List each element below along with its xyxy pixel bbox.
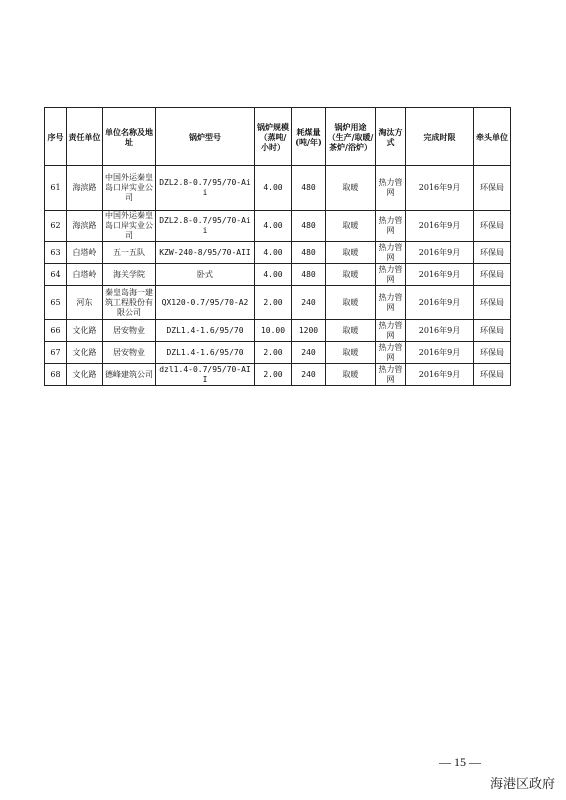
table-row (45, 242, 511, 264)
cell-responsible-unit: 河东 (67, 286, 103, 320)
cell-lead-unit: 环保局 (474, 364, 511, 386)
cell-boiler-capacity: 4.00 (255, 264, 292, 286)
cell-coal-consumption: 480 (292, 242, 326, 264)
cell-boiler-model: DZL2.8-0.7/95/70-Aii (156, 211, 255, 242)
header-boiler-use: 锅炉用途（生产/取暖/茶炉/浴炉） (326, 108, 376, 166)
cell-unit-name: 德峰建筑公司 (103, 364, 156, 386)
source-watermark: 海港区政府 (490, 777, 556, 792)
cell-unit-name: 五一五队 (103, 242, 156, 264)
cell-index: 68 (45, 364, 67, 386)
header-boiler-model: 锅炉型号 (156, 108, 255, 166)
cell-boiler-use: 取暖 (326, 342, 376, 364)
cell-boiler-model: QX120-0.7/95/70-A2 (156, 286, 255, 320)
table-row (45, 264, 511, 286)
table-row (45, 364, 511, 386)
cell-lead-unit: 环保局 (474, 166, 511, 211)
cell-index: 67 (45, 342, 67, 364)
cell-deadline: 2016年9月 (406, 286, 474, 320)
table-row (45, 342, 511, 364)
cell-boiler-capacity: 4.00 (255, 211, 292, 242)
cell-boiler-use: 取暖 (326, 242, 376, 264)
cell-deadline: 2016年9月 (406, 242, 474, 264)
cell-unit-name: 中国外运秦皇岛口岸实业公司 (103, 166, 156, 211)
cell-lead-unit: 环保局 (474, 342, 511, 364)
cell-coal-consumption: 480 (292, 211, 326, 242)
cell-index: 64 (45, 264, 67, 286)
cell-boiler-model: dzl1.4-0.7/95/70-AII (156, 364, 255, 386)
cell-deadline: 2016年9月 (406, 166, 474, 211)
cell-coal-consumption: 480 (292, 264, 326, 286)
cell-elimination-method: 热力管网 (376, 364, 406, 386)
cell-coal-consumption: 240 (292, 286, 326, 320)
cell-deadline: 2016年9月 (406, 342, 474, 364)
header-boiler-capacity: 锅炉规模（蒸吨/小时） (255, 108, 292, 166)
cell-index: 65 (45, 286, 67, 320)
cell-responsible-unit: 海滨路 (67, 211, 103, 242)
cell-boiler-use: 取暖 (326, 286, 376, 320)
cell-lead-unit: 环保局 (474, 320, 511, 342)
cell-boiler-model: 卧式 (156, 264, 255, 286)
header-index: 序号 (45, 108, 67, 166)
cell-responsible-unit: 文化路 (67, 320, 103, 342)
table-row (45, 286, 511, 320)
cell-responsible-unit: 海滨路 (67, 166, 103, 211)
cell-boiler-capacity: 2.00 (255, 364, 292, 386)
header-deadline: 完成时限 (406, 108, 474, 166)
cell-unit-name: 海关学院 (103, 264, 156, 286)
cell-boiler-model: DZL1.4-1.6/95/70 (156, 320, 255, 342)
cell-responsible-unit: 白塔岭 (67, 264, 103, 286)
cell-boiler-model: KZW-240-8/95/70-AII (156, 242, 255, 264)
cell-lead-unit: 环保局 (474, 242, 511, 264)
header-coal-consumption: 耗煤量(吨/年) (292, 108, 326, 166)
cell-unit-name: 居安物业 (103, 342, 156, 364)
cell-elimination-method: 热力管网 (376, 320, 406, 342)
cell-boiler-capacity: 2.00 (255, 286, 292, 320)
cell-boiler-capacity: 10.00 (255, 320, 292, 342)
cell-boiler-use: 取暖 (326, 264, 376, 286)
header-unit-name-address: 单位名称及地址 (103, 108, 156, 166)
cell-responsible-unit: 文化路 (67, 364, 103, 386)
header-lead-unit: 牵头单位 (474, 108, 511, 166)
boiler-elimination-table (44, 107, 511, 386)
cell-boiler-capacity: 2.00 (255, 342, 292, 364)
cell-responsible-unit: 白塔岭 (67, 242, 103, 264)
cell-lead-unit: 环保局 (474, 211, 511, 242)
cell-coal-consumption: 240 (292, 342, 326, 364)
cell-deadline: 2016年9月 (406, 211, 474, 242)
header-elimination-method: 淘汰方式 (376, 108, 406, 166)
cell-boiler-use: 取暖 (326, 166, 376, 211)
cell-boiler-use: 取暖 (326, 320, 376, 342)
cell-index: 66 (45, 320, 67, 342)
cell-boiler-capacity: 4.00 (255, 242, 292, 264)
cell-elimination-method: 热力管网 (376, 286, 406, 320)
cell-lead-unit: 环保局 (474, 286, 511, 320)
table-row (45, 211, 511, 242)
cell-elimination-method: 热力管网 (376, 342, 406, 364)
cell-index: 62 (45, 211, 67, 242)
cell-elimination-method: 热力管网 (376, 166, 406, 211)
cell-coal-consumption: 240 (292, 364, 326, 386)
cell-elimination-method: 热力管网 (376, 264, 406, 286)
cell-boiler-model: DZL2.8-0.7/95/70-Aii (156, 166, 255, 211)
cell-boiler-capacity: 4.00 (255, 166, 292, 211)
header-responsible-unit: 责任单位 (67, 108, 103, 166)
cell-unit-name: 秦皇岛海一建筑工程股份有限公司 (103, 286, 156, 320)
cell-elimination-method: 热力管网 (376, 211, 406, 242)
page-number: — 15 — (439, 755, 481, 769)
cell-coal-consumption: 1200 (292, 320, 326, 342)
cell-unit-name: 中国外运秦皇岛口岸实业公司 (103, 211, 156, 242)
cell-index: 61 (45, 166, 67, 211)
cell-boiler-use: 取暖 (326, 211, 376, 242)
cell-elimination-method: 热力管网 (376, 242, 406, 264)
cell-unit-name: 居安物业 (103, 320, 156, 342)
cell-deadline: 2016年9月 (406, 364, 474, 386)
cell-responsible-unit: 文化路 (67, 342, 103, 364)
cell-deadline: 2016年9月 (406, 264, 474, 286)
cell-deadline: 2016年9月 (406, 320, 474, 342)
cell-boiler-model: DZL1.4-1.6/95/70 (156, 342, 255, 364)
cell-lead-unit: 环保局 (474, 264, 511, 286)
cell-boiler-use: 取暖 (326, 364, 376, 386)
cell-coal-consumption: 480 (292, 166, 326, 211)
table-row (45, 320, 511, 342)
table-row (45, 166, 511, 211)
table-header-row (45, 108, 511, 166)
cell-index: 63 (45, 242, 67, 264)
